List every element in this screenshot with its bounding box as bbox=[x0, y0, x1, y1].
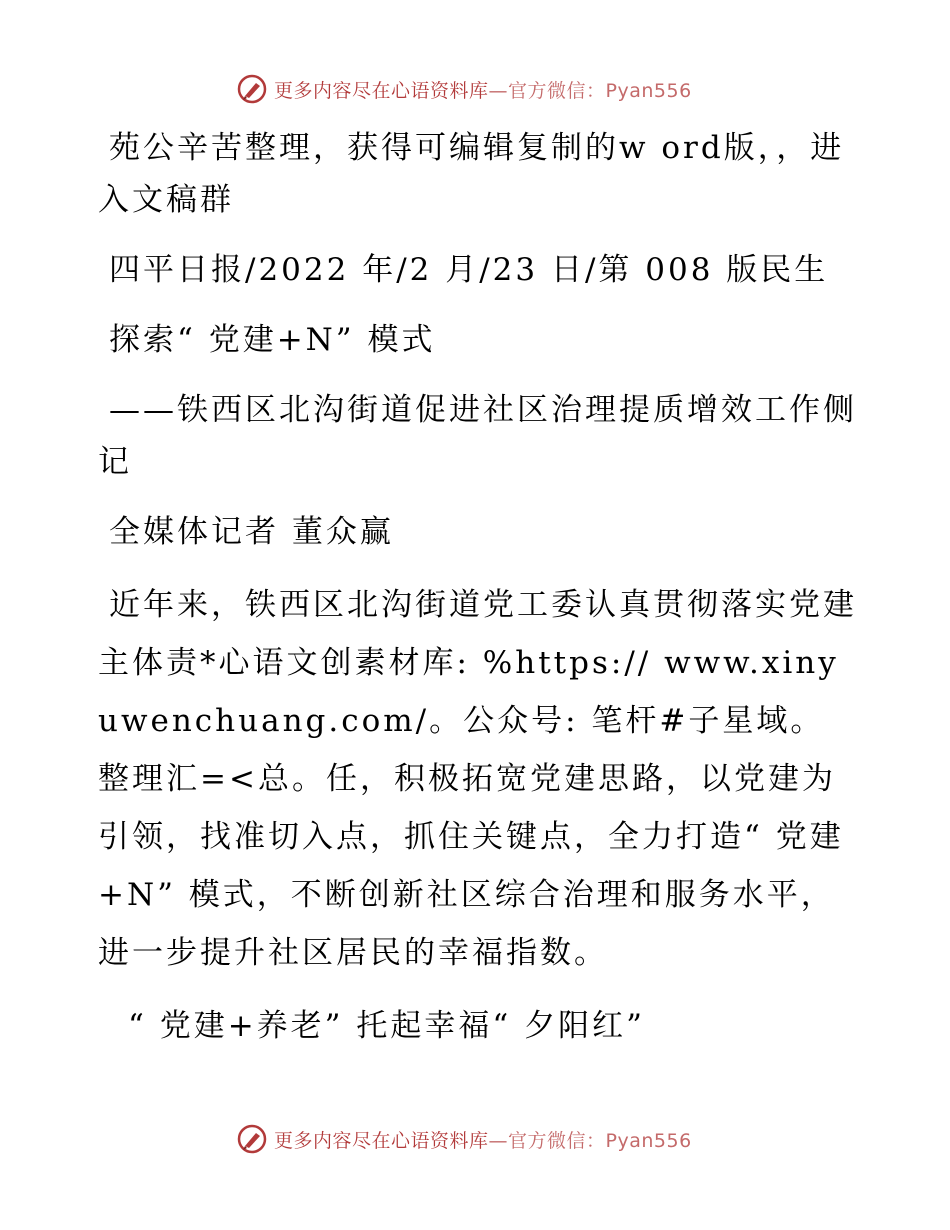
watermark-main: 更多内容尽在心语资料库 bbox=[274, 1129, 489, 1152]
pen-logo-icon bbox=[236, 1123, 268, 1155]
article-subtitle: ——铁西区北沟街道促进社区治理提质增效工作侧记 bbox=[98, 392, 857, 480]
watermark-text bbox=[274, 1126, 692, 1153]
watermark-tail: —官方微信：Pyan556 bbox=[488, 79, 692, 102]
intro-paragraph: 苑公辛苦整理，获得可编辑复制的w ord版，，进入文稿群 bbox=[98, 130, 845, 218]
pen-logo-icon bbox=[236, 73, 268, 105]
watermark-header bbox=[236, 72, 756, 106]
source-line: 四平日报/2022 年/2 月/23 日/第 008 版民生 bbox=[109, 252, 829, 288]
body-paragraph: 近年来，铁西区北沟街道党工委认真贯彻落实党建主体责*心语文创素材库: %https:// www.xinyuwenchuang.com/。公众号: 笔杆#子星域。整理汇=<总。任，积极拓宽党建思路，以党建为引领，找准切入点，抓住关键点，全力打造“ 党建+N” 模式，不断创新社区综合治理和服务水平，进一步提升社区居民的幸福指数。 bbox=[98, 587, 857, 971]
byline: 全媒体记者 董众赢 bbox=[109, 514, 394, 550]
document-body bbox=[98, 122, 858, 1070]
watermark-main: 更多内容尽在心语资料库 bbox=[274, 79, 489, 102]
section-heading: “ 党建+养老” 托起幸福“ 夕阳红” bbox=[128, 1008, 645, 1044]
article-title: 探索“ 党建+N” 模式 bbox=[109, 322, 436, 358]
watermark-tail: —官方微信：Pyan556 bbox=[488, 1129, 692, 1152]
watermark-text bbox=[274, 76, 692, 103]
watermark-footer bbox=[236, 1122, 756, 1156]
